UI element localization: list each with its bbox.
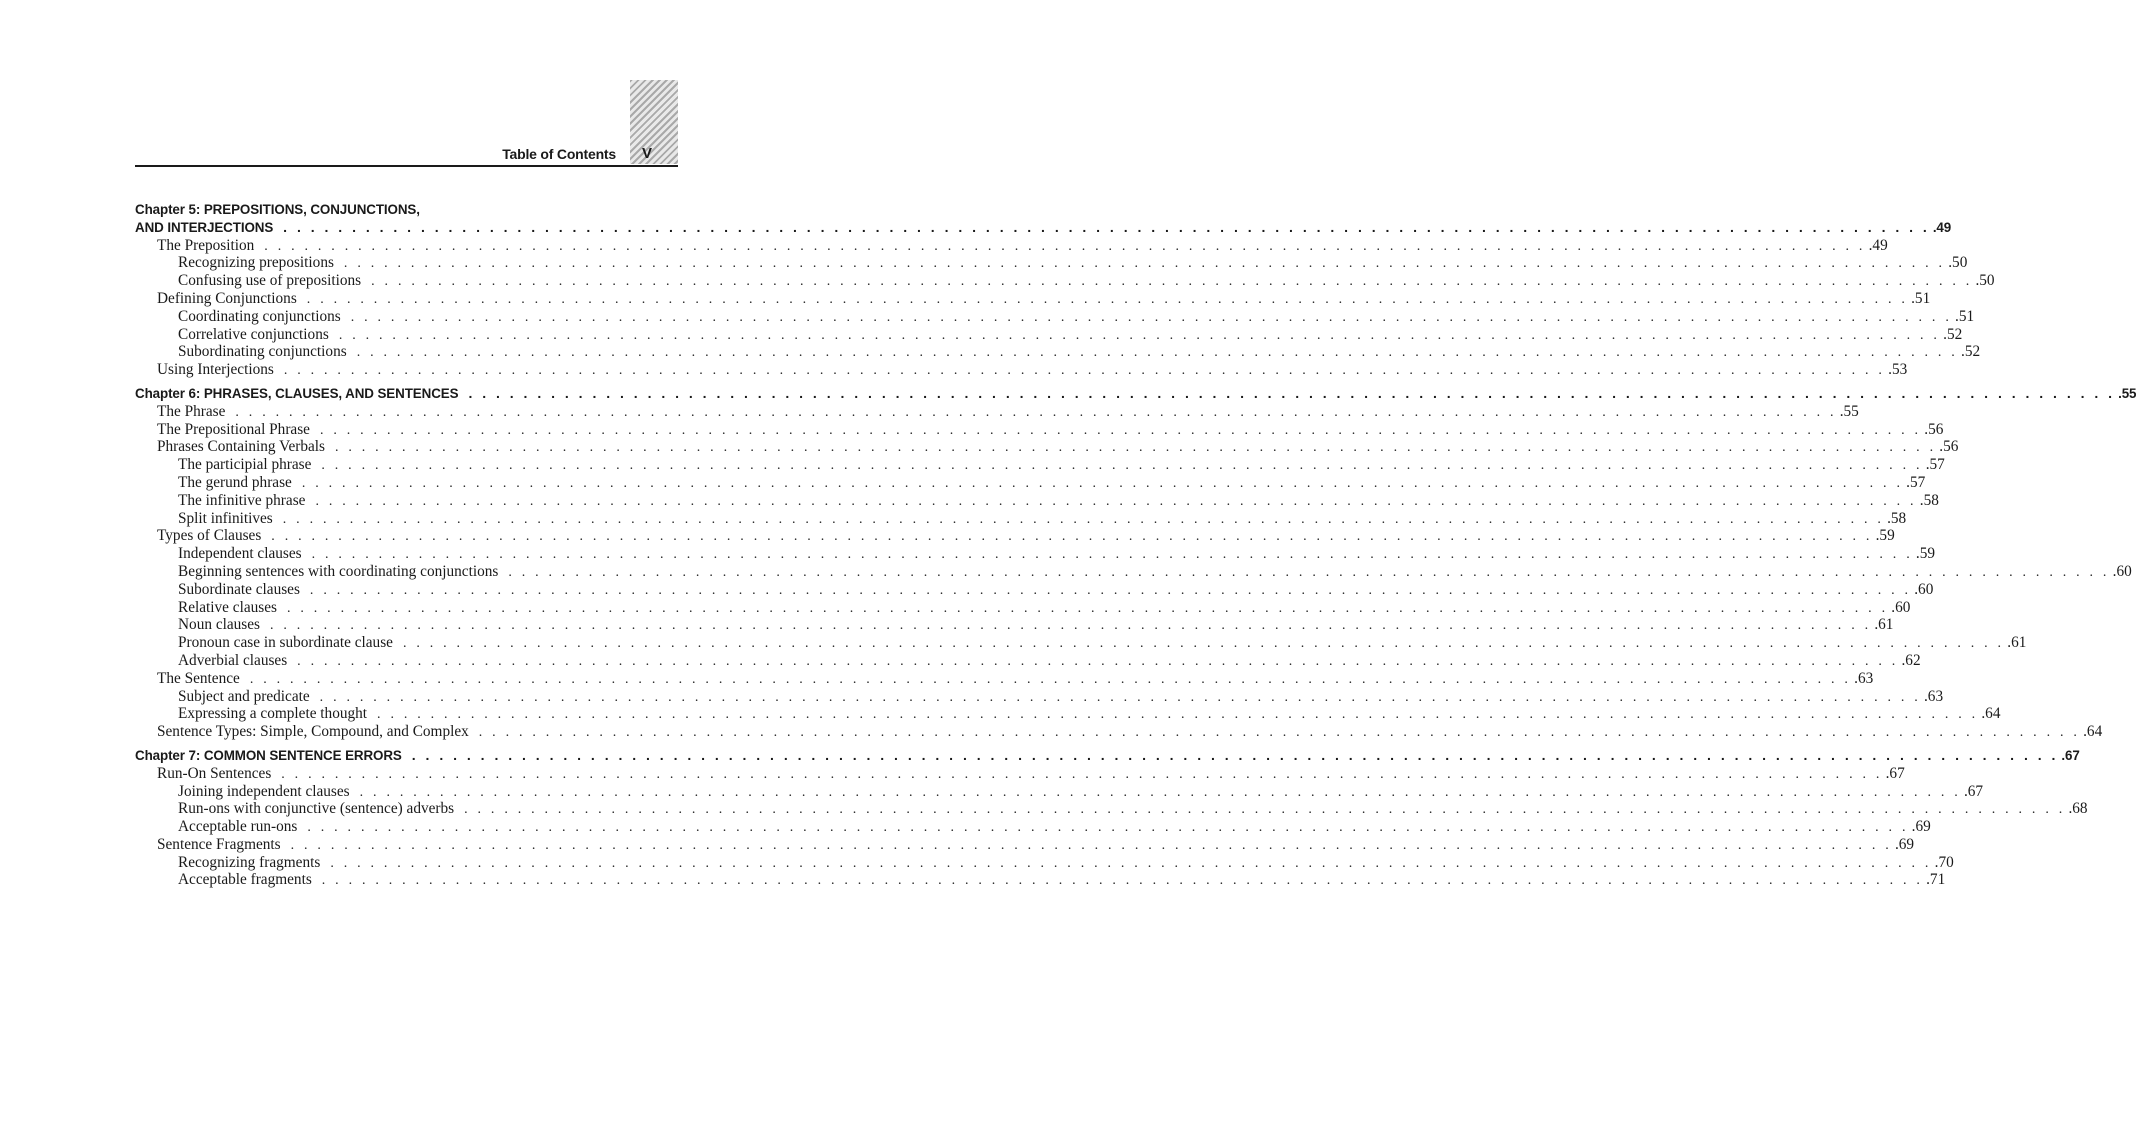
toc-page-number: .49 [1868, 236, 1888, 254]
toc-page-number: .64 [2083, 723, 2103, 741]
dot-leader: . . . . . . . . . . . . . . . . . . . . . . . . . . . . . . . . . . . . . . . . . . . . . . . . . . . . . . . . . . . . . . . . . . . . . . . . . . . . . . . . . . . . . . . . . . . . . . . . . . . . . . . . . . . . . . . . . . . . . . . . [359, 784, 1961, 800]
dot-leader: . . . . . . . . . . . . . . . . . . . . . . . . . . . . . . . . . . . . . . . . . . . . . . . . . . . . . . . . . . . . . . . . . . . . . . . . . . . . . . . . . . . . . . . . . . . . . . . . . . . . . . . . . . . . . . . . . . . . . . . . [321, 873, 1924, 889]
toc-entry [135, 456, 1945, 474]
toc-entry-title: Relative clauses [178, 598, 277, 616]
toc-page-number: .51 [1955, 307, 1975, 325]
toc-entry [135, 545, 1936, 563]
toc-page-number: .61 [2007, 634, 2027, 652]
toc-entry-title: Independent clauses [178, 545, 302, 563]
dot-leader: . . . . . . . . . . . . . . . . . . . . . . . . . . . . . . . . . . . . . . . . . . . . . . . . . . . . . . . . . . . . . . . . . . . . . . . . . . . . . . . . . . . . . . . . . . . . . . . . . . . . . . . . . . . . . . . . . . . . . . . . [281, 766, 1883, 782]
dot-leader: . . . . . . . . . . . . . . . . . . . . . . . . . . . . . . . . . . . . . . . . . . . . . . . . . . . . . . . . . . . . . . . . . . . . . . . . . . . . . . . . . . . . . . . . . . . . . . . . . . . . . . . . . . . . . . . . . . . . . . . . [311, 547, 1913, 563]
toc-entry-title: Recognizing prepositions [178, 254, 334, 272]
toc-entry-title: The Preposition [157, 236, 255, 254]
toc-entry [135, 473, 1926, 492]
toc-entry-title: Correlative conjunctions [178, 325, 329, 343]
toc-entry [135, 871, 1946, 889]
dot-leader: . . . . . . . . . . . . . . . . . . . . . . . . . . . . . . . . . . . . . . . . . . . . . . . . . . . . . . . . . . . . . . . . . . . . . . . . . . . . . . . . . . . . . . . . . . . . . . . . . . . . . . . . . . . . . . . . . . . . . . . . [235, 404, 1837, 420]
toc-entry [135, 687, 1944, 706]
dot-leader: . . . . . . . . . . . . . . . . . . . . . . . . . . . . . . . . . . . . . . . . . . . . . . . . . . . . . . . . . . . . . . . . . . . . . . . . . . . . . . . . . . . . . . . . . . . . . . . . . . . . . . . . . . . . . . . . . . . . . . . . [338, 327, 1941, 343]
toc-page-number: .63 [1854, 669, 1874, 687]
toc-entry-title: The infinitive phrase [178, 491, 306, 509]
toc-page-number: .68 [2068, 800, 2088, 818]
toc-page-number: .59 [1915, 545, 1936, 563]
dot-leader: . . . . . . . . . . . . . . . . . . . . . . . . . . . . . . . . . . . . . . . . . . . . . . . . . . . . . . . . . . . . . . . . . . . . . . . . . . . . . . . . . . . . . . . . . . . . . . . . . . . . . . . . . . . . . . . . . . . . . . . . [286, 600, 1889, 616]
toc-entry-title: The participial phrase [178, 456, 312, 474]
toc-page-number: .62 [1901, 651, 1921, 669]
dot-leader: . . . . . . . . . . . . . . . . . . . . . . . . . . . . . . . . . . . . . . . . . . . . . . . . . . . . . . . . . . . . . . . . . . . . . . . . . . . . . . . . . . . . . . . . . . . . . . . . . . . . . . . . . . . . . . . . . . . . . . . . [478, 725, 2081, 741]
toc-page-number: .69 [1911, 818, 1931, 836]
toc-entry-title: Acceptable run-ons [178, 818, 298, 836]
toc-page-number: .55 [1839, 402, 1859, 420]
toc-chapter-entry [135, 746, 2080, 765]
toc-page-number: .51 [1911, 289, 1931, 307]
toc-entry-title: Joining independent clauses [178, 782, 350, 800]
toc-entry [135, 669, 1874, 688]
toc-entry-title: Run-ons with conjunctive (sentence) adverbs [178, 800, 455, 818]
toc-page-number: .63 [1923, 687, 1944, 705]
table-of-contents [135, 201, 2136, 889]
dot-leader: . . . . . . . . . . . . . . . . . . . . . . . . . . . . . . . . . . . . . . . . . . . . . . . . . . . . . . . . . . . . . . . . . . . . . . . . . . . . . . . . . . . . . . . . . . . . . . . . . . . . . . . . . . . . . . . . . . . . . . . . [508, 564, 2110, 580]
toc-entry-title: Chapter 6: PHRASES, CLAUSES, AND SENTENCES [135, 385, 459, 401]
toc-page-number: .53 [1888, 361, 1908, 379]
toc-entry [135, 705, 2001, 723]
toc-entry-title: Sentence Fragments [157, 835, 281, 853]
running-header-title: Table of Contents [502, 146, 616, 162]
dot-leader: . . . . . . . . . . . . . . . . . . . . . . . . . . . . . . . . . . . . . . . . . . . . . . . . . . . . . . . . . . . . . . . . . . . . . . . . . . . . . . . . . . . . . . . . . . . . . . . . . . . . . . . . . . . . . . . . . . . . . . . . [271, 529, 1873, 545]
toc-entry [135, 562, 2132, 581]
dot-leader: . . . . . . . . . . . . . . . . . . . . . . . . . . . . . . . . . . . . . . . . . . . . . . . . . . . . . . . . . . . . . . . . . . . . . . . . . . . . . . . . . . . . . . . . . . . . . . . . . . . . . . . . . . . . . . . . . . . . . . . . [371, 274, 1973, 290]
toc-page-number: .50 [1975, 272, 1995, 290]
toc-entry [135, 818, 1931, 836]
toc-page-number: .69 [1894, 835, 1915, 853]
toc-entry [135, 236, 1888, 255]
toc-entry [135, 800, 2088, 818]
dot-leader: . . . . . . . . . . . . . . . . . . . . . . . . . . . . . . . . . . . . . . . . . . . . . . . . . . . . . . . . . . . . . . . . . . . . . . . . . . . . . . . . . . . . . . . . . . . . . . . . . . . . . . . . . . . . . . . . . . . . . . . . [330, 855, 1932, 871]
toc-entry-title: Noun clauses [178, 616, 260, 634]
running-header [135, 142, 678, 166]
toc-entry-title: Adverbial clauses [178, 651, 288, 669]
dot-leader: . . . . . . . . . . . . . . . . . . . . . . . . . . . . . . . . . . . . . . . . . . . . . . . . . . . . . . . . . . . . . . . . . . . . . . . . . . . . . . . . . . . . . . . . . . . . . . . . . . . . . . . . . . . . . . . . . . . . . . . . [356, 345, 1958, 361]
toc-entry [135, 289, 1931, 308]
toc-page-number: .64 [1981, 705, 2001, 723]
toc-entry [135, 580, 1934, 599]
dot-leader: . . . . . . . . . . . . . . . . . . . . . . . . . . . . . . . . . . . . . . . . . . . . . . . . . . . . . . . . . . . . . . . . . . . . . . . . . . . . . . . . . . . . . . . . . . . . . . . . . . . . . . . . . . . . . . . . . . . . . . . . [411, 746, 2059, 763]
dot-leader: . . . . . . . . . . . . . . . . . . . . . . . . . . . . . . . . . . . . . . . . . . . . . . . . . . . . . . . . . . . . . . . . . . . . . . . . . . . . . . . . . . . . . . . . . . . . . . . . . . . . . . . . . . . . . . . . . . . . . . . . [290, 837, 1892, 853]
toc-entry-title: Expressing a complete thought [178, 705, 368, 723]
toc-entry-title: Defining Conjunctions [157, 289, 297, 307]
dot-leader: . . . . . . . . . . . . . . . . . . . . . . . . . . . . . . . . . . . . . . . . . . . . . . . . . . . . . . . . . . . . . . . . . . . . . . . . . . . . . . . . . . . . . . . . . . . . . . . . . . . . . . . . . . . . . . . . . . . . . . . . [301, 475, 1904, 491]
toc-page-number: .50 [1948, 254, 1968, 272]
dot-leader: . . . . . . . . . . . . . . . . . . . . . . . . . . . . . . . . . . . . . . . . . . . . . . . . . . . . . . . . . . . . . . . . . . . . . . . . . . . . . . . . . . . . . . . . . . . . . . . . . . . . . . . . . . . . . . . . . . . . . . . . [270, 618, 1872, 634]
dot-leader: . . . . . . . . . . . . . . . . . . . . . . . . . . . . . . . . . . . . . . . . . . . . . . . . . . . . . . . . . . . . . . . . . . . . . . . . . . . . . . . . . . . . . . . . . . . . . . . . . . . . . . . . . . . . . . . . . . . . . . . . [321, 458, 1923, 474]
toc-entry [135, 491, 1939, 510]
toc-entry [135, 307, 1975, 326]
dot-leader: . . . . . . . . . . . . . . . . . . . . . . . . . . . . . . . . . . . . . . . . . . . . . . . . . . . . . . . . . . . . . . . . . . . . . . . . . . . . . . . . . . . . . . . . . . . . . . . . . . . . . . . . . . . . . . . . . . . . . . . . [464, 802, 2066, 818]
toc-entry-title: Sentence Types: Simple, Compound, and Complex [157, 723, 469, 741]
toc-entry [135, 325, 1963, 344]
toc-page-number: .52 [1943, 325, 1963, 343]
toc-chapter-entry [135, 218, 1952, 237]
toc-entry [135, 616, 1894, 634]
toc-entry [135, 764, 1905, 783]
toc-entry-title: Split infinitives [178, 509, 273, 527]
toc-page-number: .61 [1874, 616, 1894, 634]
toc-chapter-entry [135, 201, 665, 219]
toc-entry [135, 420, 1944, 439]
toc-entry [135, 527, 1895, 545]
toc-page-number: .55 [2118, 385, 2136, 401]
dot-leader: . . . . . . . . . . . . . . . . . . . . . . . . . . . . . . . . . . . . . . . . . . . . . . . . . . . . . . . . . . . . . . . . . . . . . . . . . . . . . . . . . . . . . . . . . . . . . . . . . . . . . . . . . . . . . . . . . . . . . . . . [283, 363, 1886, 379]
toc-page-number: .60 [1891, 598, 1911, 616]
toc-entry-title: Confusing use of prepositions [178, 272, 362, 290]
toc-page-number: .56 [1939, 438, 1959, 456]
toc-entry [135, 651, 1921, 670]
toc-entry-title: The Prepositional Phrase [157, 420, 310, 438]
toc-entry-title: The Sentence [157, 669, 240, 687]
toc-entry [135, 361, 1908, 379]
dot-leader: . . . . . . . . . . . . . . . . . . . . . . . . . . . . . . . . . . . . . . . . . . . . . . . . . . . . . . . . . . . . . . . . . . . . . . . . . . . . . . . . . . . . . . . . . . . . . . . . . . . . . . . . . . . . . . . . . . . . . . . . [350, 309, 1953, 325]
dot-leader: . . . . . . . . . . . . . . . . . . . . . . . . . . . . . . . . . . . . . . . . . . . . . . . . . . . . . . . . . . . . . . . . . . . . . . . . . . . . . . . . . . . . . . . . . . . . . . . . . . . . . . . . . . . . . . . . . . . . . . . . [319, 422, 1922, 438]
toc-page-number: .58 [1919, 491, 1939, 509]
toc-page-number: .67 [1963, 782, 1984, 800]
toc-entry-title: The Phrase [157, 402, 226, 420]
toc-entry-title: Chapter 7: COMMON SENTENCE ERRORS [135, 747, 402, 763]
toc-entry-title: Acceptable fragments [178, 871, 312, 889]
dot-leader: . . . . . . . . . . . . . . . . . . . . . . . . . . . . . . . . . . . . . . . . . . . . . . . . . . . . . . . . . . . . . . . . . . . . . . . . . . . . . . . . . . . . . . . . . . . . . . . . . . . . . . . . . . . . . . . . . . . . . . . . [334, 440, 1937, 456]
toc-entry [135, 509, 1907, 528]
toc-page-number: .52 [1961, 343, 1981, 361]
toc-page-number: .49 [1932, 219, 1952, 235]
dot-leader: . . . . . . . . . . . . . . . . . . . . . . . . . . . . . . . . . . . . . . . . . . . . . . . . . . . . . . . . . . . . . . . . . . . . . . . . . . . . . . . . . . . . . . . . . . . . . . . . . . . . . . . . . . . . . . . . . . . . . . . . [377, 707, 1979, 723]
dot-leader: . . . . . . . . . . . . . . . . . . . . . . . . . . . . . . . . . . . . . . . . . . . . . . . . . . . . . . . . . . . . . . . . . . . . . . . . . . . . . . . . . . . . . . . . . . . . . . . . . . . . . . . . . . . . . . . . . . . . . . . . [343, 256, 1946, 272]
toc-entry [135, 782, 1984, 801]
dot-leader: . . . . . . . . . . . . . . . . . . . . . . . . . . . . . . . . . . . . . . . . . . . . . . . . . . . . . . . . . . . . . . . . . . . . . . . . . . . . . . . . . . . . . . . . . . . . . . . . . . . . . . . . . . . . . . . . . . . . . . . . [468, 384, 2116, 401]
dot-leader: . . . . . . . . . . . . . . . . . . . . . . . . . . . . . . . . . . . . . . . . . . . . . . . . . . . . . . . . . . . . . . . . . . . . . . . . . . . . . . . . . . . . . . . . . . . . . . . . . . . . . . . . . . . . . . . . . . . . . . . . [306, 291, 1909, 307]
toc-entry-title: Using Interjections [157, 361, 274, 379]
toc-page-number: .60 [2112, 562, 2132, 580]
dot-leader: . . . . . . . . . . . . . . . . . . . . . . . . . . . . . . . . . . . . . . . . . . . . . . . . . . . . . . . . . . . . . . . . . . . . . . . . . . . . . . . . . . . . . . . . . . . . . . . . . . . . . . . . . . . . . . . . . . . . . . . . [402, 636, 2005, 652]
toc-entry [135, 598, 1911, 617]
toc-entry-title: Pronoun case in subordinate clause [178, 634, 393, 652]
toc-entry [135, 835, 1915, 854]
toc-entry [135, 723, 2103, 741]
dot-leader: . . . . . . . . . . . . . . . . . . . . . . . . . . . . . . . . . . . . . . . . . . . . . . . . . . . . . . . . . . . . . . . . . . . . . . . . . . . . . . . . . . . . . . . . . . . . . . . . . . . . . . . . . . . . . . . . . . . . . . . . [264, 238, 1866, 254]
dot-leader: . . . . . . . . . . . . . . . . . . . . . . . . . . . . . . . . . . . . . . . . . . . . . . . . . . . . . . . . . . . . . . . . . . . . . . . . . . . . . . . . . . . . . . . . . . . . . . . . . . . . . . . . . . . . . . . . . . . . . . . . [282, 511, 1885, 527]
toc-page-number: .59 [1875, 527, 1895, 545]
toc-entry [135, 254, 1968, 272]
toc-page-number: .57 [1906, 473, 1926, 491]
toc-entry-title: Coordinating conjunctions [178, 307, 341, 325]
toc-page-number: .57 [1925, 456, 1945, 474]
toc-entry-title: The gerund phrase [178, 473, 292, 491]
toc-entry [135, 634, 2027, 652]
toc-entry [135, 402, 1859, 421]
toc-entry-title: Beginning sentences with coordinating conjunctions [178, 562, 499, 580]
page-number: V [642, 145, 653, 162]
toc-entry-title: Subject and predicate [178, 687, 310, 705]
toc-entry [135, 272, 1995, 290]
toc-page-number: .67 [1885, 764, 1905, 782]
dot-leader: . . . . . . . . . . . . . . . . . . . . . . . . . . . . . . . . . . . . . . . . . . . . . . . . . . . . . . . . . . . . . . . . . . . . . . . . . . . . . . . . . . . . . . . . . . . . . . . . . . . . . . . . . . . . . . . . . . . . . . . . [283, 218, 1930, 235]
toc-entry-title: Run-On Sentences [157, 764, 272, 782]
dot-leader: . . . . . . . . . . . . . . . . . . . . . . . . . . . . . . . . . . . . . . . . . . . . . . . . . . . . . . . . . . . . . . . . . . . . . . . . . . . . . . . . . . . . . . . . . . . . . . . . . . . . . . . . . . . . . . . . . . . . . . . . [297, 653, 1899, 669]
header-rule [135, 165, 678, 167]
toc-entry-title: Types of Clauses [157, 527, 262, 545]
toc-page-number: .71 [1926, 871, 1946, 889]
toc-entry [135, 853, 1954, 872]
toc-entry-title: Phrases Containing Verbals [157, 438, 325, 456]
toc-page-number: .60 [1914, 580, 1934, 598]
toc-entry-title: Subordinating conjunctions [178, 343, 347, 361]
toc-page-number: .58 [1887, 509, 1907, 527]
dot-leader: . . . . . . . . . . . . . . . . . . . . . . . . . . . . . . . . . . . . . . . . . . . . . . . . . . . . . . . . . . . . . . . . . . . . . . . . . . . . . . . . . . . . . . . . . . . . . . . . . . . . . . . . . . . . . . . . . . . . . . . . [319, 689, 1921, 705]
dot-leader: . . . . . . . . . . . . . . . . . . . . . . . . . . . . . . . . . . . . . . . . . . . . . . . . . . . . . . . . . . . . . . . . . . . . . . . . . . . . . . . . . . . . . . . . . . . . . . . . . . . . . . . . . . . . . . . . . . . . . . . . [249, 671, 1852, 687]
toc-entry-title: AND INTERJECTIONS [135, 219, 274, 235]
toc-entry-title: Recognizing fragments [178, 853, 321, 871]
toc-page-number: .56 [1924, 420, 1944, 438]
toc-entry [135, 438, 1959, 456]
dot-leader: . . . . . . . . . . . . . . . . . . . . . . . . . . . . . . . . . . . . . . . . . . . . . . . . . . . . . . . . . . . . . . . . . . . . . . . . . . . . . . . . . . . . . . . . . . . . . . . . . . . . . . . . . . . . . . . . . . . . . . . . [307, 820, 1909, 836]
toc-page-number: .70 [1934, 853, 1954, 871]
toc-page-number: .67 [2061, 747, 2080, 763]
toc-entry [135, 343, 1981, 361]
toc-chapter-entry [135, 384, 2136, 403]
dot-leader: . . . . . . . . . . . . . . . . . . . . . . . . . . . . . . . . . . . . . . . . . . . . . . . . . . . . . . . . . . . . . . . . . . . . . . . . . . . . . . . . . . . . . . . . . . . . . . . . . . . . . . . . . . . . . . . . . . . . . . . . [309, 582, 1912, 598]
toc-entry-title: Chapter 5: PREPOSITIONS, CONJUNCTIONS, [135, 202, 420, 217]
dot-leader: . . . . . . . . . . . . . . . . . . . . . . . . . . . . . . . . . . . . . . . . . . . . . . . . . . . . . . . . . . . . . . . . . . . . . . . . . . . . . . . . . . . . . . . . . . . . . . . . . . . . . . . . . . . . . . . . . . . . . . . . [315, 493, 1917, 509]
toc-entry-title: Subordinate clauses [178, 580, 300, 598]
